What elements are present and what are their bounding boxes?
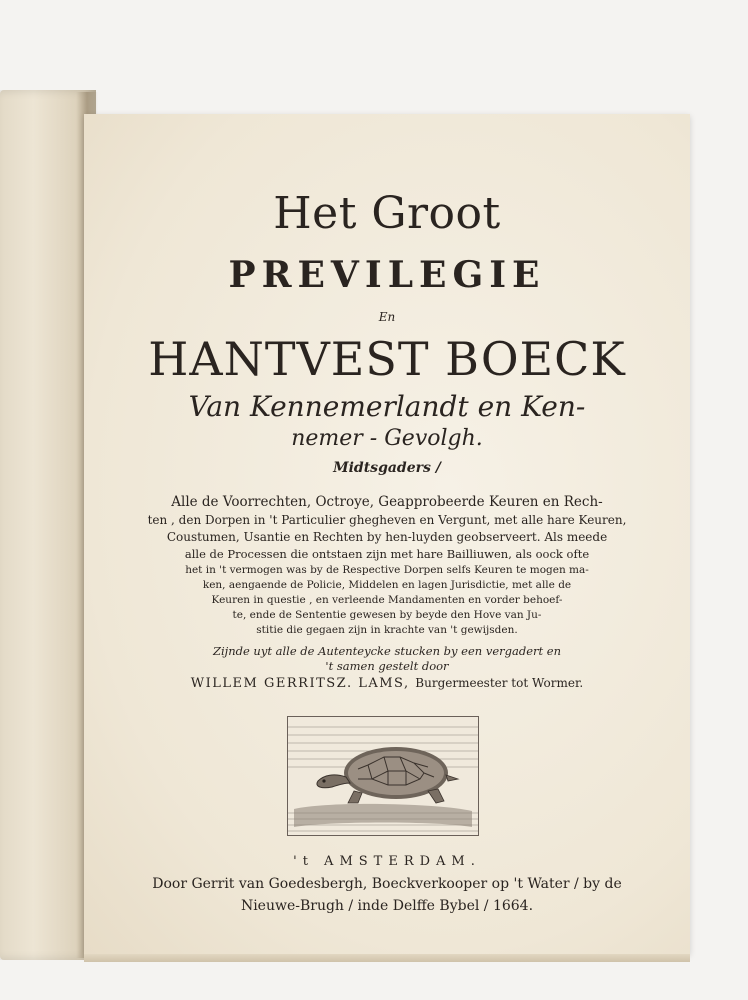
body-line: ken, aengaende de Policie, Middelen en lagen Jurisdictie, met alle de (202, 579, 572, 591)
title-previlegie: PREVILEGIE (228, 254, 546, 296)
imprint-line-2: Nieuwe-Brugh / inde Delffe Bybel / 1664. (240, 898, 534, 914)
title-het-groot: Het Groot (273, 188, 501, 239)
midtsgaders-heading: Midtsgaders / (333, 460, 441, 476)
body-line: Alle de Voorrechten, Octroye, Geapprobeerde Keuren en Rech- (171, 494, 603, 510)
body-line: Coustumen, Usantie en Rechten by hen-luyden geobserveert. Als meede (166, 530, 608, 544)
subtitle-van-kennemerlandt: Van Kennemerlandt en Ken- (188, 390, 586, 423)
imprint-line-1: Door Gerrit van Goedesbergh, Boeckverkooper op 't Water / by de (152, 876, 622, 892)
book (0, 62, 700, 962)
title-page (84, 114, 690, 954)
zijnde-line-1: Zijnde uyt alle de Autenteycke stucken by een vergadert en (212, 644, 562, 658)
body-line: alle de Processen die ontstaen zijn met hare Bailliuwen, als oock ofte (184, 547, 590, 561)
subtitle-nemer-gevolgh: nemer - Gevolgh. (291, 426, 483, 451)
zijnde-line-2: 't samen gestelt door (325, 659, 449, 673)
body-line: stitie die gegaen zijn in krachte van 't gewijsden. (256, 624, 518, 636)
title-en: En (378, 310, 396, 324)
body-line: het in 't vermogen was by de Respective Dorpen selfs Keuren te mogen ma- (185, 564, 589, 576)
title-page-content (84, 114, 690, 954)
page-bottom-edge (84, 954, 690, 962)
tortoise-illustration (288, 717, 478, 835)
author-title: Burgermeester tot Wormer. (415, 676, 584, 690)
author-line (84, 676, 690, 691)
body-line: te, ende de Sententie gewesen by beyde den Hove van Ju- (232, 609, 542, 621)
body-line: Keuren in questie , en verleende Mandamenten en vorder behoef- (211, 594, 563, 606)
author-name: WILLEM GERRITSZ. LAMS, (190, 676, 410, 691)
title-hantvest-boeck: HANTVEST BOECK (148, 332, 626, 386)
body-line: ten , den Dorpen in 't Particulier ghegheven en Vergunt, met alle hare Keuren, (147, 513, 627, 527)
city-line: 't AMSTERDAM. (293, 854, 481, 869)
tortoise-woodcut (287, 716, 479, 836)
